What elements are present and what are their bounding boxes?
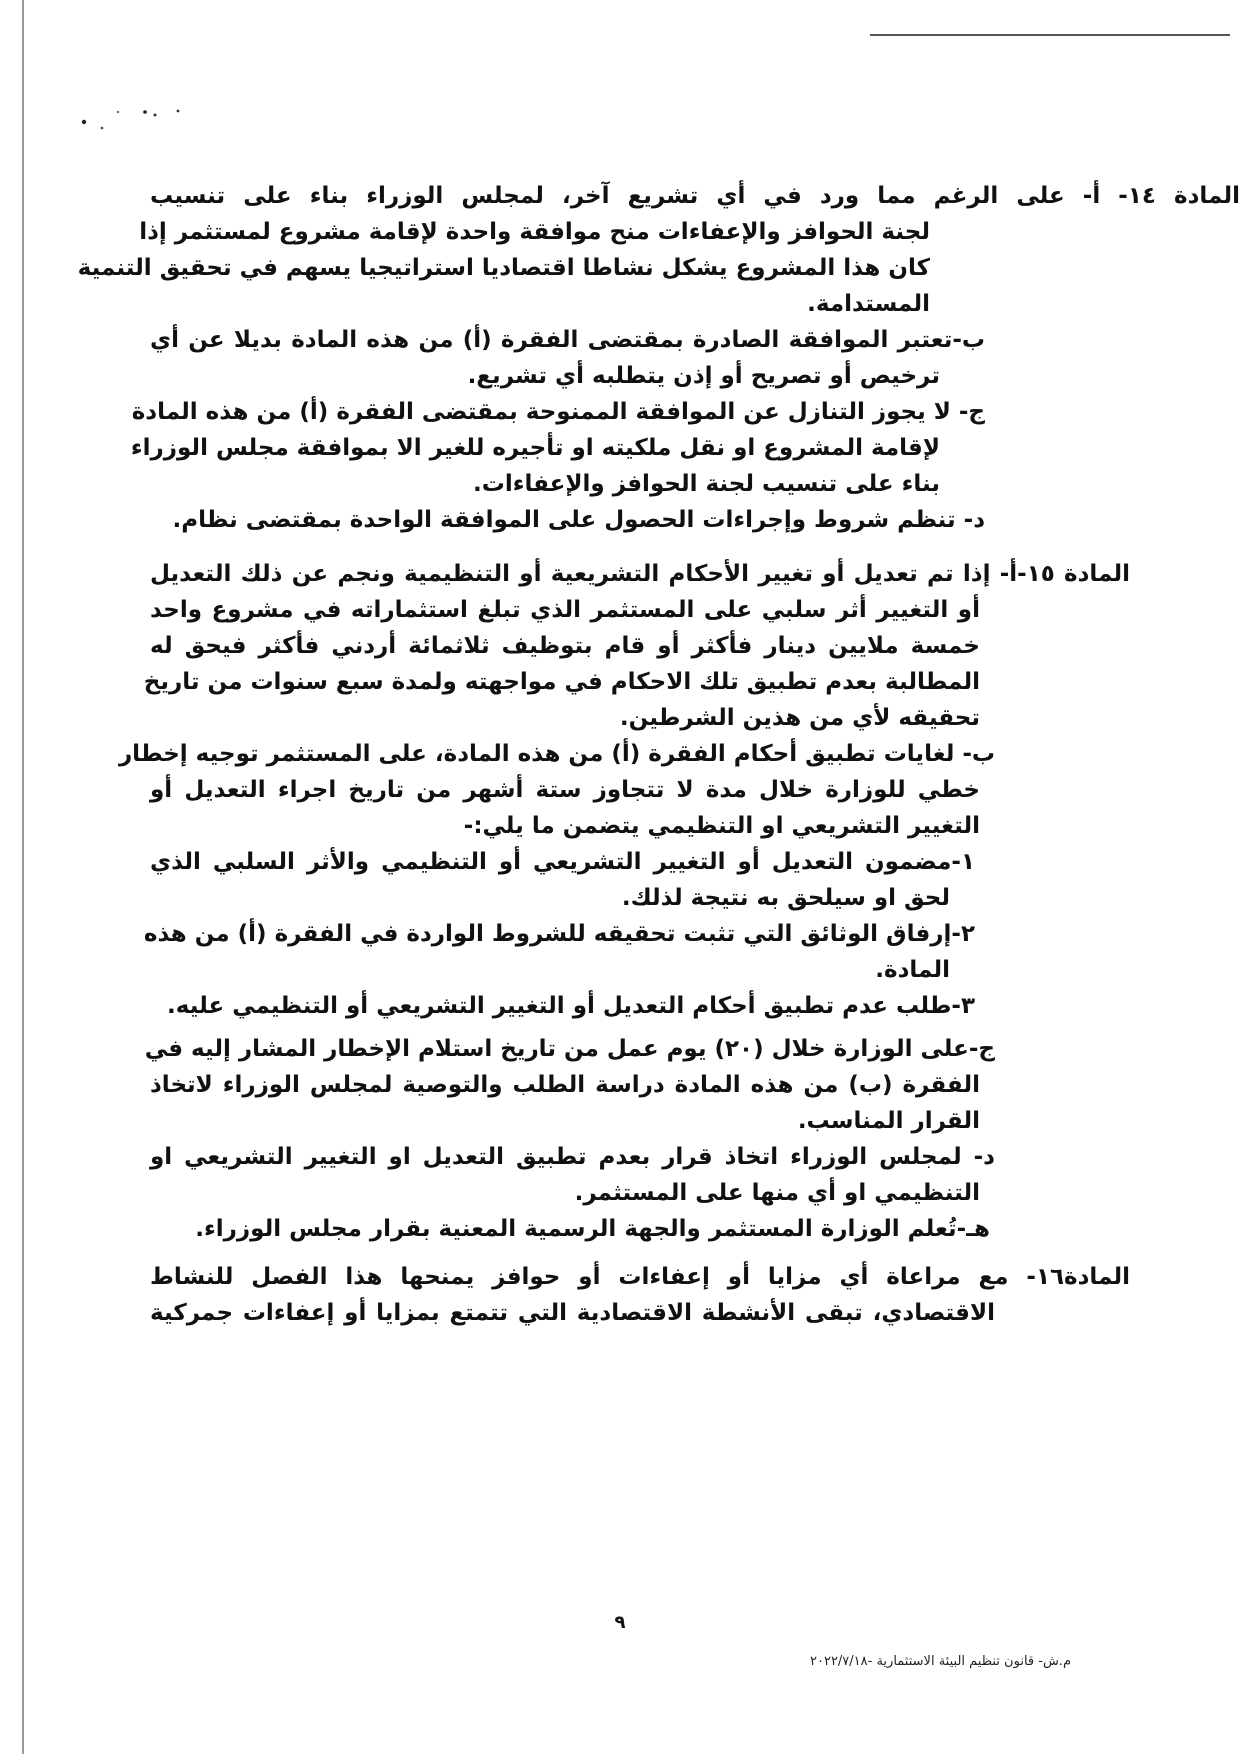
article-15-item-2-line-1: ٢-إرفاق الوثائق التي تثبت تحقيقه للشروط الواردة في الفقرة (أ) من هذه [143,921,975,947]
article-16-line-1: المادة١٦- مع مراعاة أي مزايا أو إعفاءات أو حوافز يمنحها هذا الفصل للنشاط [150,1264,1130,1290]
article-14-line-4: المستدامة. [807,291,930,317]
scan-top-rule [870,34,1230,36]
article-15-para-b-line-2: خطي للوزارة خلال مدة لا تتجاوز ستة أشهر من تاريخ اجراء التعديل أو [150,777,980,803]
article-14-line-3: كان هذا المشروع يشكل نشاطا اقتصاديا استراتيجيا يسهم في تحقيق التنمية [77,255,930,281]
article-15-para-d-line-2: التنظيمي او أي منها على المستثمر. [574,1180,980,1206]
article-15-line-3: خمسة ملايين دينار فأكثر أو قام بتوظيف ثلاثمائة أردني فأكثر فيحق له [150,633,980,659]
article-15-para-e: هـ-تُعلم الوزارة المستثمر والجهة الرسمية المعنية بقرار مجلس الوزراء. [195,1216,990,1242]
article-15-item-2-line-2: المادة. [875,957,950,983]
article-14-para-d: د- تنظم شروط وإجراءات الحصول على الموافقة الواحدة بمقتضى نظام. [172,507,985,533]
article-15-para-d-line-1: د- لمجلس الوزراء اتخاذ قرار بعدم تطبيق التعديل او التغيير التشريعي او [150,1144,995,1170]
article-14-line-1: المادة ١٤- أ- على الرغم مما ورد في أي تشريع آخر، لمجلس الوزراء بناء على تنسيب [150,183,1240,209]
scan-specks [80,108,190,148]
page-number: ٩ [614,1612,626,1633]
article-15-para-c-line-3: القرار المناسب. [797,1108,980,1134]
article-15-para-b-line-1: ب- لغايات تطبيق أحكام الفقرة (أ) من هذه المادة، على المستثمر توجيه إخطار [118,741,995,767]
article-15-item-1-line-2: لحق او سيلحق به نتيجة لذلك. [621,885,950,911]
scan-left-edge [22,0,24,1754]
article-15-para-c-line-2: الفقرة (ب) من هذه المادة دراسة الطلب والتوصية لمجلس الوزراء لاتخاذ [150,1072,980,1098]
article-15-line-5: تحقيقه لأي من هذين الشرطين. [619,705,980,731]
article-14-para-c-line-1: ج- لا يجوز التنازل عن الموافقة الممنوحة بمقتضى الفقرة (أ) من هذه المادة [131,399,985,425]
article-14-line-2: لجنة الحوافز والإعفاءات منح موافقة واحدة لإقامة مشروع لمستثمر إذا [139,219,930,245]
article-14-para-c-line-2: لإقامة المشروع او نقل ملكيته او تأجيره للغير الا بموافقة مجلس الوزراء [130,435,940,461]
article-14-para-b-line-2: ترخيص أو تصريح أو إذن يتطلبه أي تشريع. [467,363,940,389]
article-15-item-1-line-1: ١-مضمون التعديل أو التغيير التشريعي أو التنظيمي والأثر السلبي الذي [150,849,975,875]
article-14-para-b-line-1: ب-تعتبر الموافقة الصادرة بمقتضى الفقرة (أ) من هذه المادة بديلا عن أي [150,327,985,353]
article-15-para-b-line-3: التغيير التشريعي او التنظيمي يتضمن ما يلي:- [463,813,980,839]
article-14-para-c-line-3: بناء على تنسيب لجنة الحوافز والإعفاءات. [472,471,940,497]
footer-note: م.ش- قانون تنظيم البيئة الاستثمارية -٢٠٢٢/٧/١٨ [810,1654,1071,1669]
article-15-line-2: أو التغيير أثر سلبي على المستثمر الذي تبلغ استثماراته في مشروع واحد [150,597,980,623]
article-15-item-3: ٣-طلب عدم تطبيق أحكام التعديل أو التغيير التشريعي أو التنظيمي عليه. [167,993,975,1019]
article-15-para-c-line-1: ج-على الوزارة خلال (٢٠) يوم عمل من تاريخ استلام الإخطار المشار إليه في [144,1036,995,1062]
article-16-line-2: الاقتصادي، تبقى الأنشطة الاقتصادية التي تتمتع بمزايا أو إعفاءات جمركية [150,1300,995,1326]
article-15-line-1: المادة ١٥-أ- إذا تم تعديل أو تغيير الأحكام التشريعية أو التنظيمية ونجم عن ذلك التعديل [150,561,1130,587]
article-15-line-4: المطالبة بعدم تطبيق تلك الاحكام في مواجهته ولمدة سبع سنوات من تاريخ [143,669,980,695]
